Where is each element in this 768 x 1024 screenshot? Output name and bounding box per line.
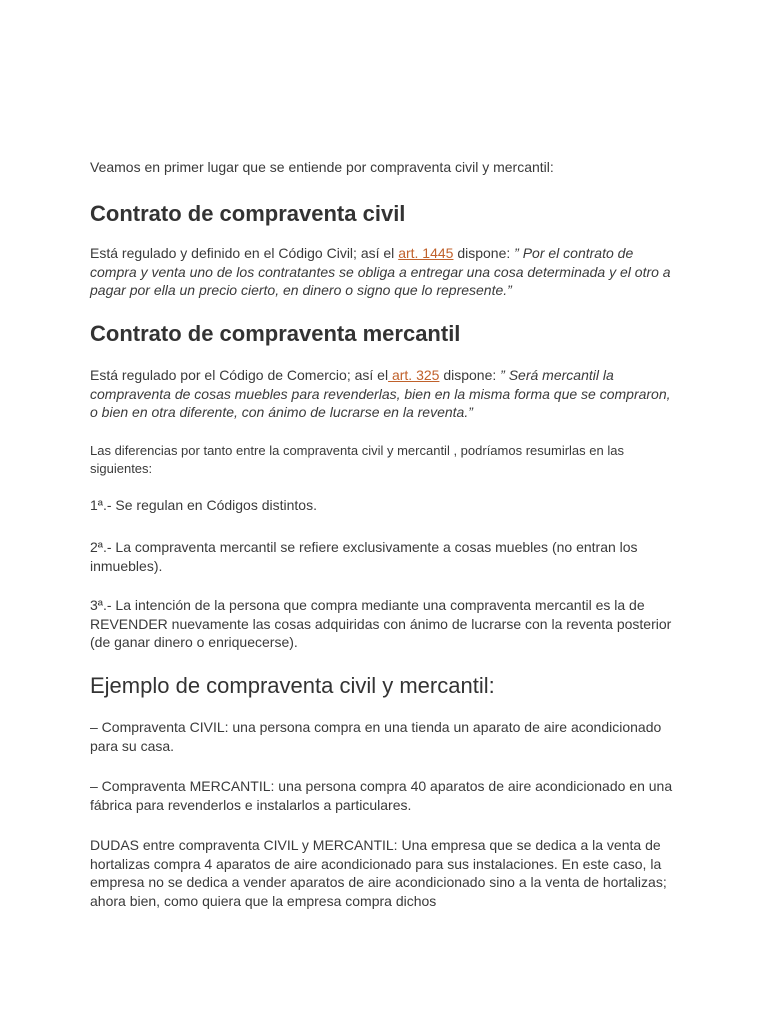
mercantil-text-before: Está regulado por el Código de Comercio; así el <box>90 367 389 383</box>
mercantil-paragraph <box>90 366 678 422</box>
point-1: 1ª.- Se regulan en Códigos distintos. <box>90 497 317 513</box>
point-3: 3ª.- La intención de la persona que compra mediante una compraventa mercantil es la de REVENDER nuevamente las cosas adquiridas con ánimo de lucrarse con la reventa posterior (de ganar dinero o enriquecerse). <box>90 597 672 650</box>
link-art-325[interactable]: art. 325 <box>388 367 440 383</box>
example-civil: – Compraventa CIVIL: una persona compra en una tienda un aparato de aire acondicionado para su casa. <box>90 719 662 754</box>
heading-mercantil: Contrato de compraventa mercantil <box>90 321 461 346</box>
point-2: 2ª.- La compraventa mercantil se refiere exclusivamente a cosas muebles (no entran los inmuebles). <box>90 539 638 574</box>
mercantil-quote: ” Será mercantil la compraventa de cosas muebles para revenderlas, bien en la misma forma que se compraron, o bien en otra diferente, con ánimo de lucrarse en la reventa.” <box>90 367 671 420</box>
heading-civil: Contrato de compraventa civil <box>90 201 406 226</box>
example-mercantil: – Compraventa MERCANTIL: una persona compra 40 aparatos de aire acondicionado en una fábrica para revenderlos e instalarlos a particulares. <box>90 778 673 813</box>
civil-paragraph <box>90 244 678 300</box>
differences-intro: Las diferencias por tanto entre la compraventa civil y mercantil , podríamos resumirlas en las siguientes: <box>90 443 624 476</box>
mercantil-text-after: dispone: <box>439 367 501 383</box>
civil-quote: ” Por el contrato de compra y venta uno de los contratantes se obliga a entregar una cosa determinada y el otro a pagar por ella un precio cierto, en dinero o signo que lo represente.” <box>90 245 671 298</box>
intro-paragraph: Veamos en primer lugar que se entiende por compraventa civil y mercantil: <box>90 159 554 175</box>
heading-example: Ejemplo de compraventa civil y mercantil: <box>90 673 495 698</box>
civil-text-after: dispone: <box>453 245 515 261</box>
example-doubts: DUDAS entre compraventa CIVIL y MERCANTIL: Una empresa que se dedica a la venta de hortalizas compra 4 aparatos de aire acondicionado para sus instalaciones. En este caso, la empresa no se dedica a vender aparatos de aire acondicionado sino a la venta de hortalizas; ahora bien, como quiera que la empresa compra dichos <box>90 837 667 909</box>
link-art-1445[interactable]: art. 1445 <box>398 245 454 261</box>
civil-text-before: Está regulado y definido en el Código Civil; así el <box>90 245 399 261</box>
